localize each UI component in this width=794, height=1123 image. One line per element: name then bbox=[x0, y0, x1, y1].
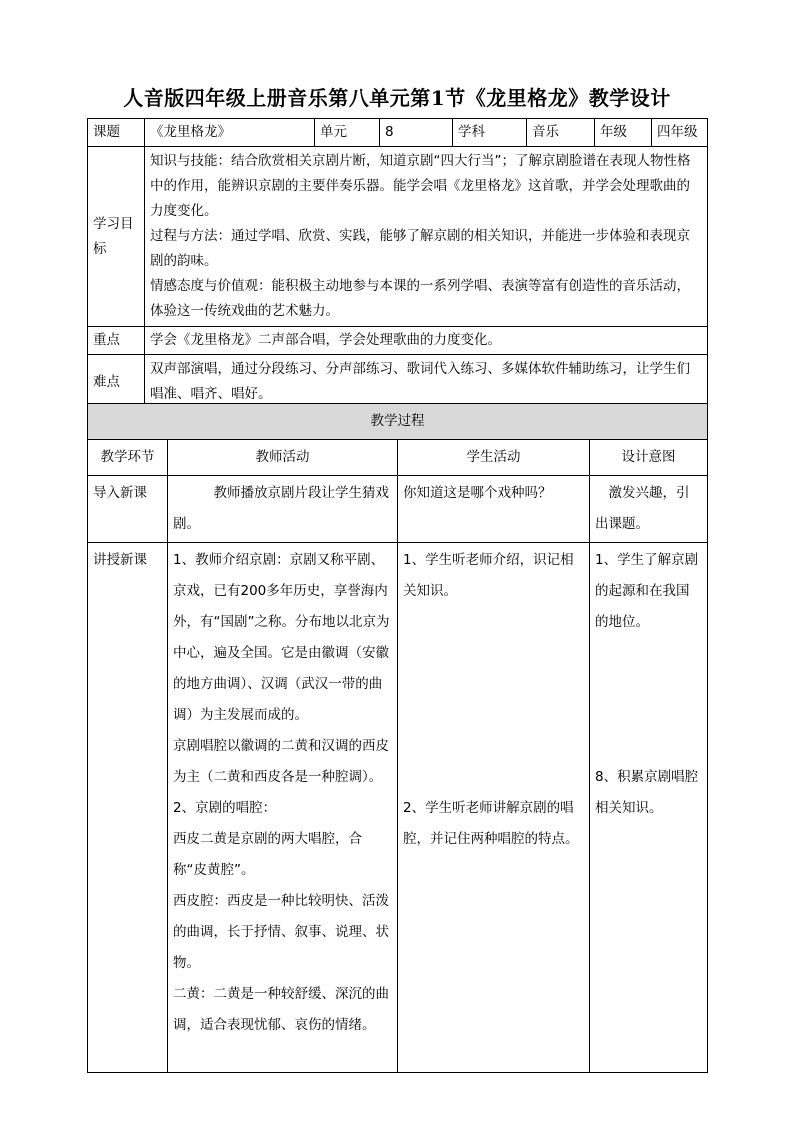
difficulty-value: 双声部演唱，通过分段练习、分声部练习、歌词代入练习、多媒体软件辅助练习，让学生们唱准、唱齐、唱好。 bbox=[145, 355, 708, 410]
student-cell bbox=[398, 543, 590, 1073]
header-student: 学生活动 bbox=[398, 440, 590, 476]
teacher-text: 京剧唱腔以徽调的二黄和汉调的西皮为主（二黄和西皮各是一种腔调）。 bbox=[173, 738, 389, 785]
page-title: 人音版四年级上册音乐第八单元第1节《龙里格龙》教学设计 bbox=[123, 86, 671, 110]
header-stage: 教学环节 bbox=[88, 440, 168, 476]
teacher-text: 教师播放京剧片段让学生猜戏剧。 bbox=[173, 485, 389, 532]
teacher-cell bbox=[168, 543, 398, 1073]
subject-value: 音乐 bbox=[527, 119, 595, 147]
difficulty-label: 难点 bbox=[88, 355, 145, 410]
objective-attitude: 情感态度与价值观：能积极主动地参与本课的一系列学唱、表演等富有创造性的音乐活动，体验这一传统戏曲的艺术魅力。 bbox=[150, 278, 690, 319]
unit-value: 8 bbox=[380, 119, 453, 147]
teacher-text: 1、教师介绍京剧：京剧又称平剧、京戏，已有200多年历史，享誉海内外，有“国剧”之称。分布地以北京为中心，遍及全国。它是由徽调（安徽的地方曲调）、汉调（武汉一带的曲调）为主发展而成的。 bbox=[173, 552, 390, 723]
key-value: 学会《龙里格龙》二声部合唱，学会处理歌曲的力度变化。 bbox=[145, 327, 708, 355]
objectives-cell bbox=[145, 147, 708, 327]
intent-text: 激发兴趣，引出课题。 bbox=[595, 485, 690, 532]
intent-cell bbox=[590, 476, 708, 543]
subject-label: 学科 bbox=[453, 119, 527, 147]
objective-process: 过程与方法：通过学唱、欣赏、实践，能够了解京剧的相关知识，并能进一步体验和表现京剧的韵味。 bbox=[150, 228, 690, 269]
header-intent: 设计意图 bbox=[590, 440, 708, 476]
intent-text: 1、学生了解京剧的起源和在我国的地位。 bbox=[595, 552, 699, 630]
table-row bbox=[88, 476, 708, 543]
teacher-text: 2、京剧的唱腔： bbox=[173, 800, 277, 816]
student-text: 2、学生听老师讲解京剧的唱腔，并记住两种唱腔的特点。 bbox=[403, 800, 579, 847]
objectives-label: 学习目标 bbox=[88, 147, 145, 327]
teacher-text: 二黄：二黄是一种较舒缓、深沉的曲调，适合表现忧郁、哀伤的情绪。 bbox=[173, 986, 389, 1033]
teacher-text: 西皮二黄是京剧的两大唱腔，合称“皮黄腔”。 bbox=[173, 831, 362, 878]
table-row bbox=[88, 543, 708, 1073]
process-band: 教学过程 bbox=[88, 404, 708, 440]
topic-label: 课题 bbox=[88, 119, 145, 147]
teacher-text: 西皮腔：西皮是一种比较明快、活泼的曲调，长于抒情、叙事、说理、状物。 bbox=[173, 893, 389, 971]
student-cell bbox=[398, 476, 590, 543]
student-text: 1、学生听老师介绍，识记相关知识。 bbox=[403, 552, 574, 599]
grade-value: 四年级 bbox=[652, 119, 708, 147]
teaching-process-table bbox=[87, 403, 708, 1073]
course-info-table bbox=[87, 118, 708, 410]
objective-knowledge: 知识与技能：结合欣赏相关京剧片断，知道京剧“四大行当”；了解京剧脸谱在表现人物性格中的作用，能辨识京剧的主要伴奏乐器。能学会唱《龙里格龙》这首歌，并学会处理歌曲的力度变化。 bbox=[150, 153, 691, 219]
unit-label: 单元 bbox=[315, 119, 380, 147]
teacher-cell bbox=[168, 476, 398, 543]
stage-cell: 讲授新课 bbox=[88, 543, 168, 1073]
intent-text: 8、积累京剧唱腔相关知识。 bbox=[595, 769, 699, 816]
key-label: 重点 bbox=[88, 327, 145, 355]
grade-label: 年级 bbox=[595, 119, 652, 147]
student-text: 你知道这是哪个戏种吗？ bbox=[403, 485, 552, 501]
header-teacher: 教师活动 bbox=[168, 440, 398, 476]
intent-cell bbox=[590, 543, 708, 1073]
topic-value: 《龙里格龙》 bbox=[145, 119, 315, 147]
stage-cell: 导入新课 bbox=[88, 476, 168, 543]
